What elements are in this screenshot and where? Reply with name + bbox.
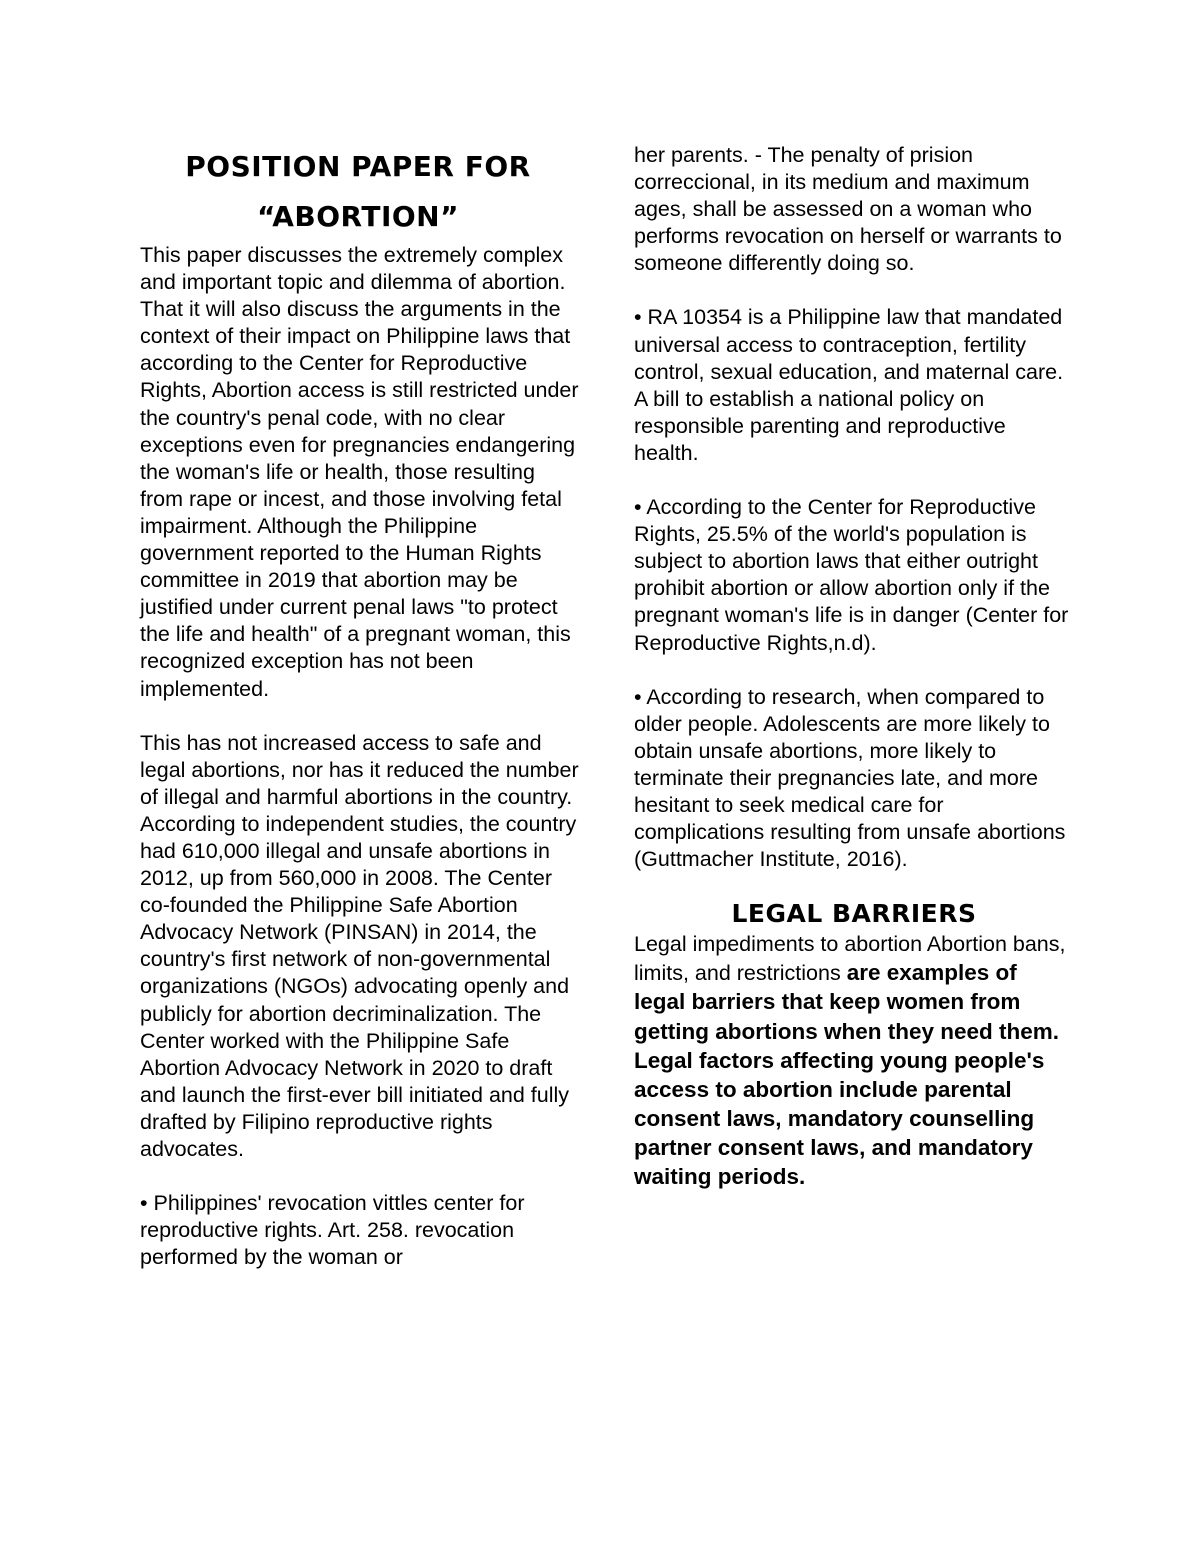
ra10354-bullet: • RA 10354 is a Philippine law that mandated universal access to contraception, fertility control, sexual education, and maternal care. A bill to establish a national policy on responsible parenting and reproductive health.: [634, 305, 1064, 465]
crr-statistics-bullet: • According to the Center for Reproductive Rights, 25.5% of the world's population is subject to abortion laws that either outright prohibit abortion or allow abortion only if the pregnant woman's life is in danger (Center for Reproductive Rights,n.d).: [634, 495, 1069, 655]
legal-barriers-paragraph: [634, 931, 1074, 1191]
page-title: [136, 142, 580, 242]
right-column: [634, 142, 1074, 1191]
adolescent-research-bullet: • According to research, when compared to older people. Adolescents are more likely to obtain unsafe abortions, more likely to terminate their pregnancies late, and more hesitant to seek medical care for complications resulting from unsafe abortions (Guttmacher Institute, 2016).: [634, 684, 1066, 872]
revocation-bullet: • Philippines' revocation vittles center for reproductive rights. Art. 258. revocation performed by the woman or: [140, 1191, 525, 1270]
penalty-paragraph: her parents. - The penalty of prision correccional, in its medium and maximum ages, shall be assessed on a woman who performs revocation on herself or warrants to someone differently doing so.: [634, 143, 1062, 276]
access-paragraph: This has not increased access to safe and legal abortions, nor has it reduced the number of illegal and harmful abortions in the country. According to independent studies, the country had 610,000 illegal and unsafe abortions in 2012, up from 560,000 in 2008. The Center co-founded the Philippine Safe Abortion Advocacy Network (PINSAN) in 2014, the country's first network of non-governmental organizations (NGOs) advocating openly and publicly for abortion decriminalization. The Center worked with the Philippine Safe Abortion Advocacy Network in 2020 to draft and launch the first-ever bill initiated and fully drafted by Filipino reproductive rights advocates.: [140, 730, 579, 1161]
legal-barriers-plain-text: Legal impediments to abortion Abortion bans, limits, and restrictions: [634, 932, 1066, 986]
legal-barriers-heading: LEGAL BARRIERS: [731, 899, 977, 929]
title-line-1: POSITION PAPER FOR: [185, 150, 531, 183]
legal-barriers-bold-text: are examples of legal barriers that keep women from getting abortions when they need them. Legal factors affecting young people's access to abortion include parental consent laws, mandatory counselling partner consent laws, and mandatory waiting periods.: [634, 960, 1060, 1189]
intro-paragraph: This paper discusses the extremely complex and important topic and dilemma of abortion. That it will also discuss the arguments in the context of their impact on Philippine laws that according to the Center for Reproductive Rights, Abortion access is still restricted under the country's penal code, with no clear exceptions even for pregnancies endangering the woman's life or health, those resulting from rape or incest, and those involving fetal impairment. Although the Philippine government reported to the Human Rights committee in 2019 that abortion may be justified under current penal laws "to protect the life and health" of a pregnant woman, this recognized exception has not been implemented.: [140, 243, 579, 701]
title-line-2: “ABORTION”: [256, 200, 460, 233]
left-column: [140, 142, 580, 1271]
